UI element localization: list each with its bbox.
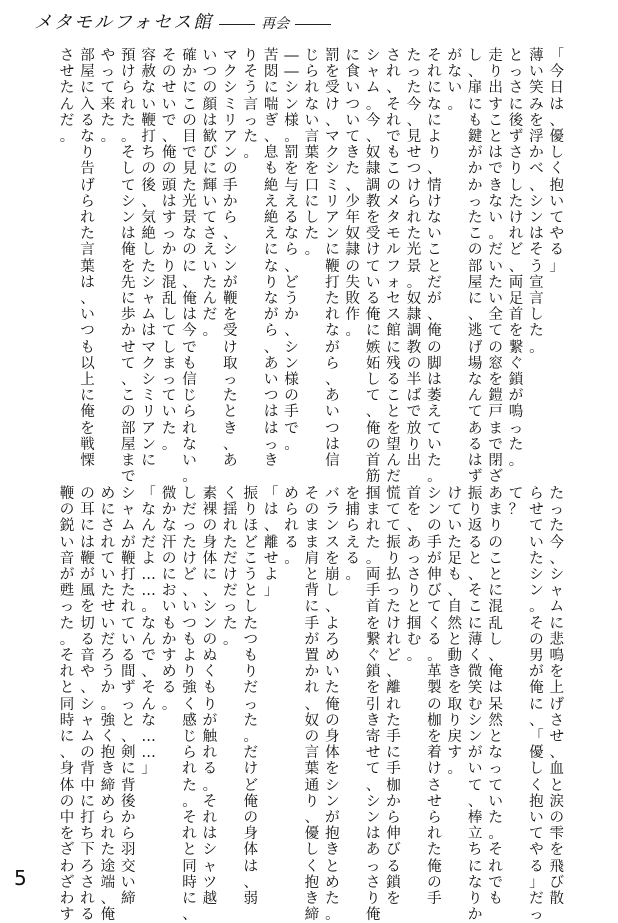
header-dash-left	[219, 24, 255, 25]
text-column: 振りほどこうとしたつもりだった。だけど俺の身体は、弱	[243, 486, 258, 908]
text-column: マクシミリアンの手から、シンが鞭を受け取ったとき、あ	[223, 48, 238, 470]
text-column: たった今、見せつけられた光景。奴隷調教の半ばで放り出	[406, 48, 422, 470]
text-column: 素裸の身体に、シンのぬくもりが触れる。それはシャツ越	[202, 486, 218, 908]
text-column: 「今日は、優しく抱いてやる」	[549, 48, 565, 275]
text-column: させたんだ。	[59, 48, 75, 146]
text-column: 罰を受け、マクシミリアンに鞭打たれながら、あいつは信	[325, 48, 340, 470]
text-column: 預けられた。そしてシンは俺を先に歩かせて、この部屋まで	[121, 48, 136, 486]
text-column: バランスを崩し、よろめいた俺の身体をシンが抱きとめた。	[325, 486, 340, 923]
text-column: 慌てて振り払ったけれど、離れた手に手枷から伸びる鎖を	[386, 486, 401, 908]
text-column: 走り出すことはできない。だいたい全ての窓を鎧戸まで閉ざ	[488, 48, 503, 486]
text-column: し、扉にも鍵がかかったこの部屋に、逃げ場なんてあるはず	[467, 48, 483, 486]
text-column: され、それでもこのメタモルフォセス館に残ることを望んだ	[386, 48, 401, 486]
text-column: 苦悶に喘ぎ、息も絶え絶えになりながら、あいつははっき	[263, 48, 279, 470]
text-column: 「は、離せよ」	[263, 486, 279, 600]
text-column: そのまま肩と背に手が置かれ、奴の言葉通り、優しく抱き締	[304, 486, 320, 923]
book-title: メタモルフォセス館	[34, 12, 214, 33]
text-block-lower	[56, 486, 566, 923]
text-column: シャム。今、奴隷調教を受けている俺に嫉妬して、俺の首筋	[365, 48, 381, 486]
text-column: く揺れただけだった。	[223, 486, 238, 648]
text-column: 薄い笑みを浮かべ、シンはそう宣言した。	[529, 48, 544, 356]
text-column: められる。	[284, 486, 299, 567]
text-column: ――シン様。罰を与えるなら、どうか、シン様の手で。	[284, 48, 299, 453]
text-column: 部屋に入るなり告げられた言葉は、いつも以上に俺を戦慄	[80, 48, 95, 470]
text-column: しだったけど、いつもより強く感じられた。それと同時に、	[182, 486, 197, 923]
page-number: 5	[14, 866, 27, 890]
text-column: がない。	[447, 48, 463, 113]
text-column: の耳には鞭が風を切る音や、シャムの背中に打ち下ろされる	[80, 486, 95, 923]
text-column: 振り返ると、そこに薄く微笑むシンがいて、棒立ちになりか	[467, 486, 483, 923]
text-column: あまりのことに混乱し、俺は呆然となっていた。それでも	[488, 486, 503, 908]
text-column: に食いついてきた、少年奴隷の失敗作。	[345, 48, 360, 340]
text-column: とっさに後ずさりしたけれど、両足首を繋ぐ鎖が鳴った。	[508, 48, 524, 470]
running-header	[34, 8, 331, 38]
text-column: 「なんだよ……。なんで、そんな……」	[141, 486, 156, 778]
text-column: て？	[508, 486, 524, 519]
text-column: そのせいで、俺の頭はすっかり混乱してしまっていた。	[161, 48, 177, 453]
text-column: たった今、シャムに悲鳴を上げさせ、血と涙の雫を飛び散	[549, 486, 565, 908]
text-column: 微かな汗のにおいもかすめる。	[161, 486, 177, 713]
text-column: 掴まれた。両手首を繋ぐ鎖を引き寄せて、シンはあっさり俺	[365, 486, 381, 923]
text-column: 容赦ない鞭打ちの後、気絶したシャムはマクシミリアンに	[141, 48, 156, 470]
header-dash-right	[295, 24, 331, 25]
chapter-title: 再会	[261, 16, 290, 32]
text-column: りそう言った。	[243, 48, 258, 162]
text-column: を捕らえる。	[345, 486, 360, 584]
text-column: シャムが鞭打たれている間ずっと、剣に背後から羽交い締	[121, 486, 136, 908]
text-column: じられない言葉を口にした。	[304, 48, 320, 259]
text-column: めにされていたせいだろうか。強く抱き締められた途端、俺	[100, 486, 116, 923]
text-block-upper	[56, 48, 566, 486]
text-column: いつの顔は歓びに輝いてさえいたんだ。	[202, 48, 218, 340]
text-column: やって来た。	[100, 48, 116, 146]
text-column: シンの手が伸びてくる。革製の枷を着けさせられた俺の手	[427, 486, 442, 908]
text-column: 首を、あっさりと掴む。	[406, 486, 422, 665]
text-column: 確かにこの目で見た光景なのに、俺は今でも信じられない。	[182, 48, 197, 486]
text-column: らせていたシン。その男が俺に、「優しく抱いてやる」だっ	[529, 486, 544, 923]
text-column: それになにより、情けないことだが、俺の脚は萎えていた。	[427, 48, 442, 486]
text-column: けていた足も、自然と動きを取り戻す。	[447, 486, 463, 778]
text-column: 鞭の鋭い音が甦った。それと同時に、身体の中をざわざわす	[59, 486, 75, 923]
